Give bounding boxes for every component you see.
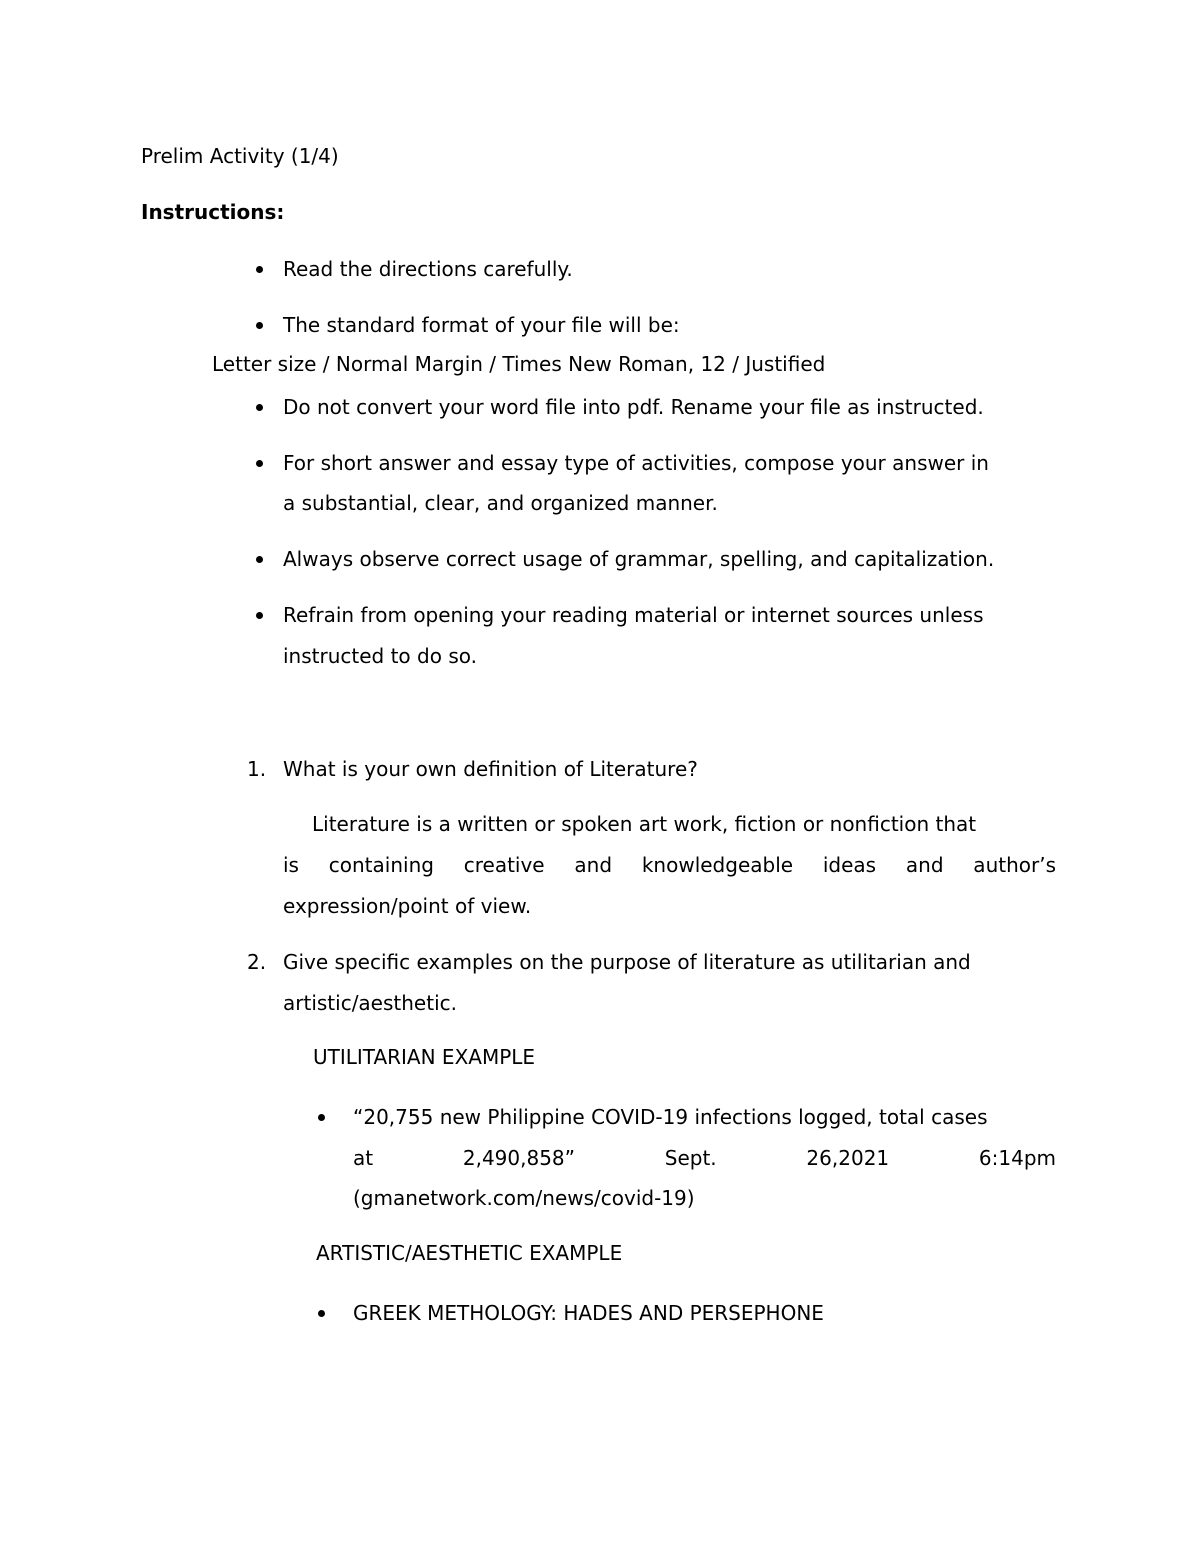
artistic-item: GREEK METHOLOGY: HADES AND PERSEPHONE — [353, 1301, 824, 1325]
utilitarian-line-1: “20,755 new Philippine COVID-19 infections logged, total cases — [353, 1105, 988, 1129]
document-title: Prelim Activity (1/4) — [141, 144, 339, 168]
question-1-number: 1. — [247, 757, 267, 781]
bullet-icon — [256, 556, 263, 563]
question-1-text: What is your own definition of Literature? — [283, 757, 698, 781]
answer-1-line-2: is containing creative and knowledgeable ideas and author’s — [283, 853, 1056, 877]
instruction-item-5: Always observe correct usage of grammar, spelling, and capitalization. — [283, 547, 995, 571]
instruction-item-6-line-2: instructed to do so. — [283, 644, 477, 668]
question-2-text-line-2: artistic/aesthetic. — [283, 991, 457, 1015]
bullet-icon — [256, 460, 263, 467]
instruction-item-6-line-1: Refrain from opening your reading material or internet sources unless — [283, 603, 984, 627]
bullet-icon — [318, 1114, 325, 1121]
utilitarian-line-2: at 2,490,858” Sept. 26,2021 6:14pm — [353, 1146, 1056, 1170]
instruction-item-2: The standard format of your file will be: — [283, 313, 680, 337]
artistic-heading: ARTISTIC/AESTHETIC EXAMPLE — [316, 1241, 623, 1265]
bullet-icon — [256, 404, 263, 411]
utilitarian-line-3: (gmanetwork.com/news/covid-19) — [353, 1186, 695, 1210]
instruction-item-4-line-1: For short answer and essay type of activities, compose your answer in — [283, 451, 989, 475]
answer-1-line-1: Literature is a written or spoken art work, fiction or nonfiction that — [312, 812, 977, 836]
instruction-item-1: Read the directions carefully. — [283, 257, 573, 281]
bullet-icon — [256, 266, 263, 273]
answer-1-line-3: expression/point of view. — [283, 894, 532, 918]
instruction-item-3: Do not convert your word file into pdf. Rename your file as instructed. — [283, 395, 984, 419]
utilitarian-heading: UTILITARIAN EXAMPLE — [313, 1045, 536, 1069]
instruction-item-4-line-2: a substantial, clear, and organized manner. — [283, 491, 718, 515]
instructions-heading: Instructions: — [141, 200, 285, 224]
format-line: Letter size / Normal Margin / Times New Roman, 12 / Justified — [212, 352, 826, 376]
question-2-number: 2. — [247, 950, 267, 974]
question-2-text-line-1: Give specific examples on the purpose of literature as utilitarian and — [283, 950, 971, 974]
bullet-icon — [256, 322, 263, 329]
bullet-icon — [318, 1310, 325, 1317]
bullet-icon — [256, 612, 263, 619]
